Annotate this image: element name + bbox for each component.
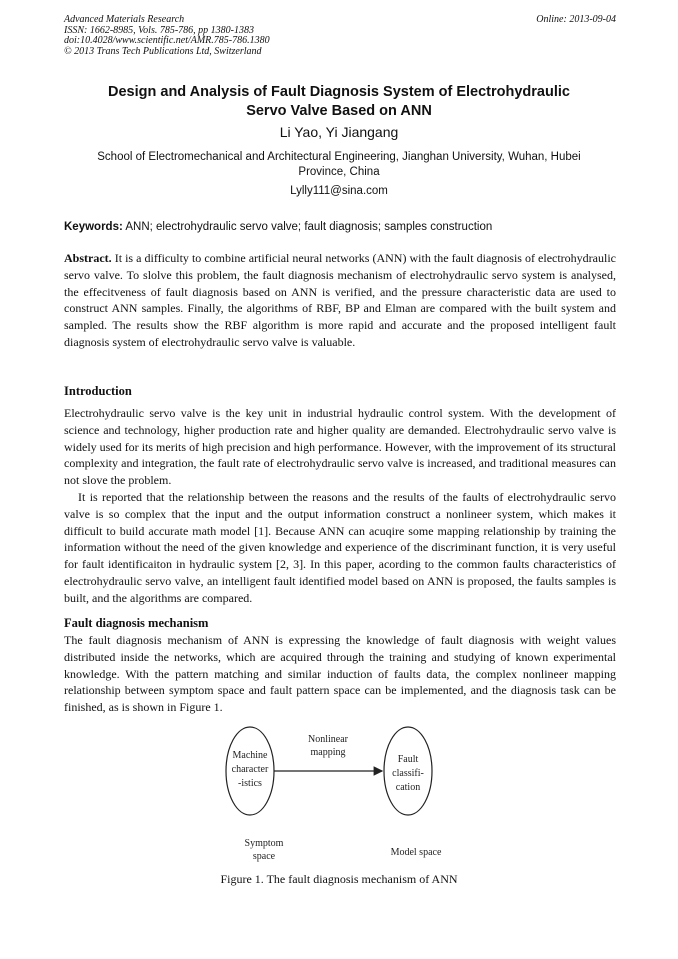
abstract (64, 250, 616, 351)
affiliation (60, 150, 618, 180)
abstract-text: It is a difficulty to combine artificial neural networks (ANN) with the fault diagnosis of electrohydraulic servo valve. To slolve this problem, the fault diagnosis mechanism of electrohydraulic servo system is analysed, the effecitveness of fault diagnosis based on ANN is verified, and the pressure characteristic data are used to construct ANN samples. Finally, the algorithms of RBF, BP and Elman are compared with the built system and sampled. The results show the RBF algorithm is more rapid and accurate and the proposed intelligent fault diagnosis system of electrohydraulic servo valve is valuable. (64, 251, 616, 349)
arrow-label-2: mapping (310, 747, 346, 758)
model-label: Model space (390, 847, 442, 858)
right-label-3: cation (395, 782, 421, 793)
mechanism-heading: Fault diagnosis mechanism (64, 616, 209, 630)
doi: doi:10.4028/www.scientific.net/AMR.785-786.1380 (64, 35, 270, 46)
issn: ISSN: 1662-8985, Vols. 785-786, pp 1380-1383 (64, 24, 254, 36)
figure-diagram (220, 718, 460, 866)
left-label-2: character (231, 764, 269, 775)
intro-paragraph-1: Electrohydraulic servo valve is the key unit in industrial hydraulic control system. With the development of science and technology, higher production rate and higher quality are demanded. Electrohydraulic servo valve is widely used for its merits of high precision and high performance. However, with the improvement of its structural complexity and integration, the fault rate of electrohydraulic servo valve is increased, and traditional measures can not slove the problem. (64, 406, 616, 488)
keywords-text: ANN; electrohydraulic servo valve; fault diagnosis; samples construction (122, 221, 493, 233)
affiliation-line-2: Province, China (298, 166, 380, 178)
journal-header (64, 15, 616, 57)
title-line-2: Servo Valve Based on ANN (246, 103, 432, 119)
left-label-3: -istics (238, 778, 262, 789)
figure-caption: Figure 1. The fault diagnosis mechanism of ANN (220, 872, 458, 886)
mechanism-body: The fault diagnosis mechanism of ANN is expressing the knowledge of fault diagnosis with weight values distributed inside the networks, which are acquired through the training and studying of known experimental knowledge. With the pattern matching and similar induction of faults data, the complex nonlineer mapping relationship between symptom space and fault pattern space can be implemented, and the diagnosis task can be finished, as is shown in Figure 1. (64, 633, 616, 715)
affiliation-line-1: School of Electromechanical and Architectural Engineering, Jianghan University, Wuhan, Hubei (97, 151, 581, 163)
title-line-1: Design and Analysis of Fault Diagnosis System of Electrohydraulic (108, 84, 570, 100)
journal-name: Advanced Materials Research (64, 14, 185, 25)
authors: Li Yao, Yi Jiangang (279, 124, 399, 140)
figure-1 (220, 718, 460, 866)
abstract-label: Abstract. (64, 251, 112, 265)
right-label-2: classifi- (392, 768, 424, 779)
introduction-heading: Introduction (64, 384, 132, 398)
symptom-label-2: space (252, 851, 276, 862)
arrow-label-1: Nonlinear (308, 734, 348, 745)
right-label-1: Fault (397, 754, 419, 765)
intro-paragraph-2: It is reported that the relationship between the reasons and the results of the faults of electrohydraulic servo valve is so complex that the input and the output information construct a nonlineer system, which makes it difficult to build accurate math model [1]. Because ANN can acuqire some mapping relationship by training the information without the need of the given knowledge and experience of the discriminant function, it is very useful for fault identificaiton in hydraulic system [2, 3]. In this paper, acording to the common faults characteristics of electrohydraulic servo valve, an intelligent fault identified model based on ANN is proposed, the faults samples is built, and the algorithms are compared. (64, 489, 616, 605)
left-label-1: Machine (232, 750, 268, 761)
keywords-label: Keywords: (64, 221, 123, 233)
online-date: Online: 2013-09-04 (536, 14, 616, 25)
keywords (64, 221, 624, 233)
email: Lylly111@sina.com (290, 185, 388, 197)
introduction-body (64, 405, 616, 607)
symptom-label-1: Symptom (244, 838, 284, 849)
paper-title (40, 83, 638, 121)
copyright: © 2013 Trans Tech Publications Ltd, Switzerland (64, 45, 262, 57)
